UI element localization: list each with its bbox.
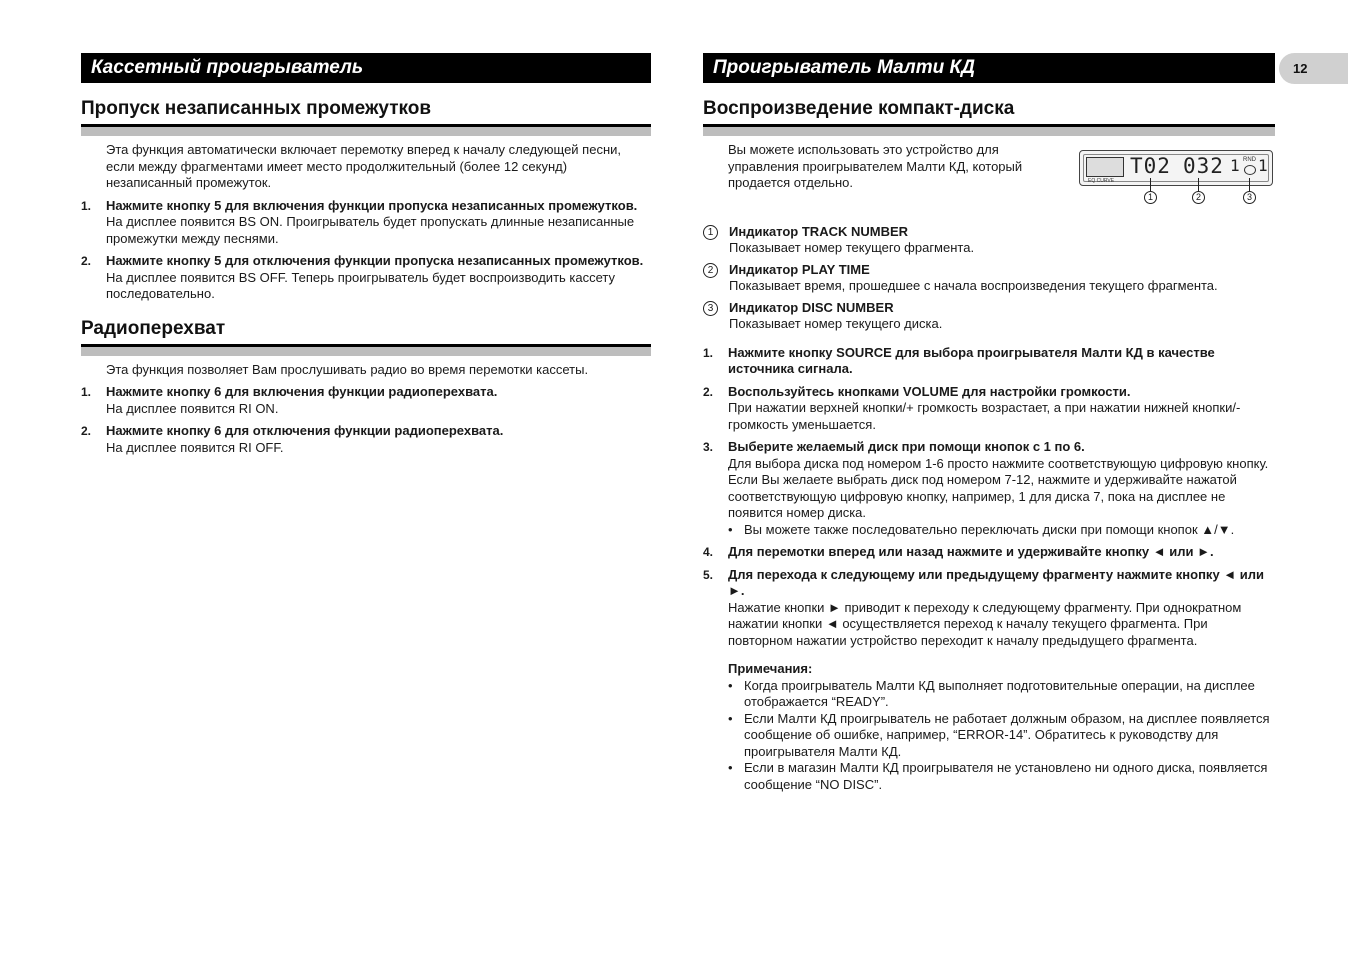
indicator-item — [703, 262, 1275, 295]
step-number: 5. — [703, 567, 714, 582]
step-heading: Нажмите кнопку 5 для отключения функции пропуска незаписанных промежутков. — [106, 253, 644, 268]
disc-icon — [1244, 165, 1256, 175]
intro-blank-skip: Эта функция автоматически включает перемотку вперед к началу следующей песни, если между фрагментами имеет место продолжительный (более 12 секунд) незаписанный промежуток. — [106, 142, 621, 190]
step-3-cd — [703, 439, 1275, 538]
intro-radio-intercept: Эта функция позволяет Вам прослушивать радио во время перемотки кассеты. — [106, 361, 589, 377]
track-number-readout: T02 — [1130, 154, 1171, 178]
step-number: 4. — [703, 545, 714, 559]
indicator-marker: 1 — [703, 225, 718, 240]
step-number: 2. — [81, 424, 92, 438]
indicator-body: Показывает номер текущего диска. — [729, 316, 943, 331]
step-4-cd — [703, 544, 1275, 561]
indicator-heading: Индикатор TRACK NUMBER — [729, 223, 909, 239]
step-1-blank-skip — [81, 198, 651, 248]
step-body: Нажатие кнопки ► приводит к переходу к следующему фрагменту. При однократном нажатии кнопки ◄ осуществляется переход к началу текущего фрагмента. При повторном нажатии устройство переходит к началу предыдущего фрагмента. — [728, 599, 1242, 648]
step-heading: Нажмите кнопку SOURCE для выбора проигрывателя Малти КД в качестве источника сигнала. — [728, 344, 1215, 376]
step-2-blank-skip — [81, 253, 651, 303]
indicator-marker: 3 — [703, 301, 718, 316]
step-number: 1. — [81, 198, 92, 213]
step-heading: Для перемотки вперед или назад нажмите и удерживайте кнопку ◄ или ►. — [728, 544, 1214, 559]
heading-rule — [81, 124, 651, 136]
step-body: На дисплее появится BS OFF. Теперь проигрыватель будет воспроизводить кассету последовательно. — [106, 269, 616, 301]
step-number: 3. — [703, 440, 714, 454]
page-number-tab: 12 — [1279, 53, 1348, 84]
note-text: Когда проигрыватель Малти КД выполняет подготовительные операции, на дисплее отображается “READY”. — [744, 677, 1255, 709]
step-5-cd — [703, 567, 1275, 650]
bullet-dot: • — [728, 760, 733, 775]
eq-icon — [1086, 157, 1124, 177]
step-bullet — [728, 522, 1275, 539]
heading-rule — [703, 124, 1275, 136]
step-heading: Для перехода к следующему или предыдущему фрагменту нажмите кнопку ◄ или ►. — [728, 566, 1265, 598]
disc-number-readout: 1 — [1258, 156, 1269, 175]
step-1-cd — [703, 345, 1275, 378]
indicator-heading: Индикатор DISC NUMBER — [729, 299, 894, 315]
indicator-item — [703, 224, 1275, 257]
step-body: При нажатии верхней кнопки/+ громкость возрастает, а при нажатии нижней кнопки/- громкость уменьшается. — [728, 400, 1241, 432]
bullet-dot: • — [728, 521, 733, 537]
step-2-cd — [703, 384, 1275, 434]
step-number: 1. — [703, 345, 714, 360]
disc-separator-readout: 1 — [1230, 156, 1241, 175]
indicator-list — [703, 224, 1275, 333]
heading-cd-playback: Воспроизведение компакт-диска — [703, 98, 1015, 119]
section-band-multi-cd: Проигрыватель Малти КД — [703, 53, 1275, 83]
step-heading: Нажмите кнопку 5 для включения функции пропуска незаписанных промежутков. — [106, 197, 638, 213]
callout-2: 2 — [1192, 191, 1205, 204]
step-body: На дисплее появится RI OFF. — [106, 439, 284, 455]
step-number: 1. — [81, 385, 92, 399]
step-2-radio-intercept — [81, 423, 651, 456]
heading-blank-skip: Пропуск незаписанных промежутков — [81, 98, 432, 119]
lcd-panel — [1079, 150, 1273, 186]
indicator-body: Показывает номер текущего фрагмента. — [729, 240, 975, 255]
heading-rule — [81, 344, 651, 356]
intro-cd-playback: Вы можете использовать это устройство для управления проигрывателем Малти КД, который продается отдельно. — [728, 142, 1023, 190]
notes-title: Примечания: — [728, 661, 813, 676]
step-1-radio-intercept — [81, 384, 651, 417]
indicator-body: Показывает время, прошедшее с начала воспроизведения текущего фрагмента. — [729, 278, 1218, 293]
indicator-marker: 2 — [703, 263, 718, 278]
step-number: 2. — [703, 384, 714, 399]
step-heading: Нажмите кнопку 6 для отключения функции радиоперехвата. — [106, 423, 504, 438]
cd-steps — [703, 345, 1275, 650]
step-number: 2. — [81, 254, 92, 268]
right-column — [703, 53, 1275, 793]
callout-1: 1 — [1144, 191, 1157, 204]
bullet-dot: • — [728, 677, 733, 693]
eq-curve-label: EQ CURVE — [1088, 178, 1115, 184]
step-body: На дисплее появится BS ON. Проигрыватель будет пропускать длинные незаписанные промежутки между песнями. — [106, 214, 635, 246]
step-body: На дисплее появится RI ON. — [106, 400, 279, 416]
note-item — [728, 711, 1275, 761]
indicator-heading: Индикатор PLAY TIME — [729, 261, 870, 277]
display-illustration — [1079, 150, 1275, 205]
note-text: Если в магазин Малти КД проигрывателя не установлено ни одного диска, появляется сообщение “NO DISC”. — [744, 760, 1268, 792]
bullet-text: Вы можете также последовательно переключать диски при помощи кнопок ▲/▼. — [744, 521, 1235, 537]
rnd-label: RND — [1243, 157, 1256, 163]
notes-block — [703, 661, 1275, 793]
note-item — [728, 678, 1275, 711]
callout-3: 3 — [1243, 191, 1256, 204]
heading-radio-intercept: Радиоперехват — [81, 317, 226, 339]
step-heading: Нажмите кнопку 6 для включения функции радиоперехвата. — [106, 384, 498, 399]
step-body-continued: Если Вы желаете выбрать диск под номером 7-12, нажмите и удерживайте нажатой соответствующую цифровую кнопку, например, 1 для диска 7, пока на дисплее не появится номер диска. — [728, 472, 1237, 520]
step-body: Для выбора диска под номером 1-6 просто нажмите соответствующую цифровую кнопку. — [728, 455, 1269, 471]
step-heading: Воспользуйтесь кнопками VOLUME для настройки громкости. — [728, 383, 1131, 399]
indicator-item — [703, 300, 1275, 333]
play-time-readout: 032 — [1183, 154, 1224, 178]
step-heading: Выберите желаемый диск при помощи кнопок с 1 по 6. — [728, 439, 1085, 454]
section-band-cassette: Кассетный проигрыватель — [81, 53, 651, 83]
note-text: Если Малти КД проигрыватель не работает должным образом, на дисплее появляется сообщение об ошибке, например, “ERROR-14”. Обратитесь к руководству для проигрывателя Малти КД. — [744, 710, 1270, 759]
bullet-dot: • — [728, 710, 733, 726]
note-item — [728, 760, 1275, 793]
left-column — [81, 53, 651, 456]
